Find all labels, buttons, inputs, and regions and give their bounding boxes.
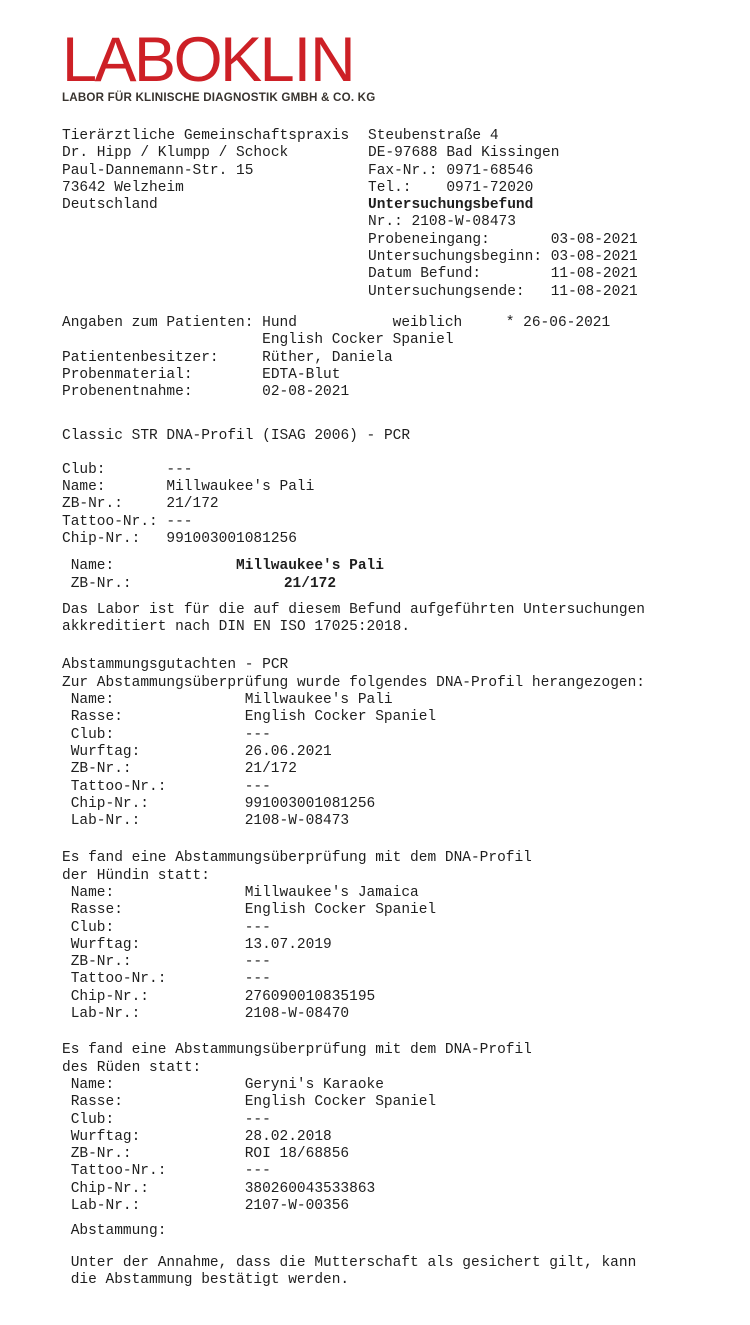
str-row <box>62 514 740 531</box>
report-number-row <box>368 214 638 231</box>
dam-intro-line: der Hündin statt: <box>62 867 210 884</box>
date-row <box>368 266 638 283</box>
str-row <box>62 479 740 496</box>
field-value: 13.07.2019 <box>244 936 332 953</box>
accreditation-line: akkreditiert nach DIN EN ISO 17025:2018. <box>62 619 411 636</box>
field-row <box>71 954 740 971</box>
recipient-line: Dr. Hipp / Klumpp / Schock <box>62 145 289 162</box>
fax-label: Fax-Nr.: <box>368 162 438 179</box>
field-value: 21/172 <box>244 761 297 778</box>
lab-address-line: Steubenstraße 4 <box>368 128 499 144</box>
patient-label: Angaben zum Patienten: <box>62 314 254 331</box>
recipient-line: Tierärztliche Gemeinschaftspraxis <box>62 128 350 144</box>
recipient-line: Paul-Dannemann-Str. 15 <box>62 162 254 179</box>
date-row <box>368 284 638 301</box>
highlight-zb-label: ZB-Nr.: <box>70 575 132 592</box>
field-row <box>71 813 740 830</box>
str-row-value: --- <box>166 461 193 478</box>
tel-row <box>368 180 638 197</box>
highlight-zb-row <box>71 576 740 593</box>
pedigree-conclusion <box>62 1255 740 1290</box>
header-address-block <box>62 128 740 301</box>
date-value: 11-08-2021 <box>550 283 638 300</box>
field-value: 2108-W-08473 <box>244 813 350 830</box>
sire-intro-line: des Rüden statt: <box>62 1059 202 1076</box>
field-label: Club: <box>70 1111 115 1128</box>
field-value: 26.06.2021 <box>244 743 332 760</box>
field-label: ZB-Nr.: <box>70 954 132 971</box>
field-label: Tattoo-Nr.: <box>70 971 167 988</box>
str-profile-rows <box>62 462 740 548</box>
patient-row-label: Probenentnahme: <box>62 384 193 401</box>
field-row <box>71 1163 740 1180</box>
logo-wordmark-bold: LABOK <box>62 25 260 95</box>
str-row-value: 21/172 <box>166 496 219 513</box>
lab-address-line: DE-97688 Bad Kissingen <box>368 145 560 162</box>
recipient-address <box>62 128 368 301</box>
field-row <box>71 1112 740 1129</box>
field-row <box>71 744 740 761</box>
patient-row-label: Patientenbesitzer: <box>62 349 219 366</box>
logo-wordmark-light: LIN <box>259 25 355 95</box>
recipient-line: 73642 Welzheim <box>62 179 184 196</box>
str-profile-title: Classic STR DNA-Profil (ISAG 2006) - PCR <box>62 428 411 445</box>
str-row-label: Club: <box>62 461 106 478</box>
conclusion-line: Unter der Annahme, dass die Mutterschaft als gesichert gilt, kann <box>70 1254 637 1271</box>
field-label: ZB-Nr.: <box>70 761 132 778</box>
laboklin-logo <box>62 25 740 104</box>
highlight-name-label: Name: <box>70 558 115 575</box>
dam-intro-line: Es fand eine Abstammungsüberprüfung mit dem DNA-Profil <box>62 850 532 867</box>
patient-breed-row <box>62 332 740 349</box>
date-row <box>368 249 638 266</box>
str-row-label: Name: <box>62 479 106 496</box>
field-label: Rasse: <box>70 709 123 726</box>
field-label: Club: <box>70 919 115 936</box>
lab-contact-block <box>368 128 638 301</box>
field-value: 2107-W-00356 <box>244 1198 350 1215</box>
pedigree-title: Abstammungsgutachten - PCR <box>62 657 289 674</box>
date-value: 03-08-2021 <box>550 231 638 248</box>
patient-row-value: EDTA-Blut <box>262 366 341 383</box>
field-value: --- <box>244 971 271 988</box>
str-row-value: Millwaukee's Pali <box>166 479 315 496</box>
field-label: Tattoo-Nr.: <box>70 1163 167 1180</box>
date-row <box>368 232 638 249</box>
field-row <box>71 796 740 813</box>
field-label: Name: <box>70 884 115 901</box>
patient-row <box>62 384 740 401</box>
field-value: --- <box>244 919 271 936</box>
field-label: Name: <box>70 1076 115 1093</box>
field-row <box>71 709 740 726</box>
dam-rows <box>62 885 740 1023</box>
patient-row <box>62 367 740 384</box>
pedigree-subject-rows <box>62 692 740 830</box>
field-value: English Cocker Spaniel <box>244 1094 437 1111</box>
field-label: Chip-Nr.: <box>70 988 150 1005</box>
field-row <box>71 779 740 796</box>
str-row <box>62 531 740 548</box>
field-value: English Cocker Spaniel <box>244 709 437 726</box>
field-label: Club: <box>70 726 115 743</box>
str-row-value: --- <box>166 513 193 530</box>
pedigree-result-label: Abstammung: <box>70 1223 167 1240</box>
field-value: --- <box>244 1111 271 1128</box>
patient-row-value: Rüther, Daniela <box>262 349 393 366</box>
fax-row <box>368 163 638 180</box>
logo-tagline: LABOR FÜR KLINISCHE DIAGNOSTIK GMBH & CO. KG <box>62 91 376 104</box>
accreditation-line: Das Labor ist für die auf diesem Befund aufgeführten Untersuchungen <box>62 601 645 618</box>
tel-label: Tel.: <box>368 179 412 196</box>
field-label: ZB-Nr.: <box>70 1146 132 1163</box>
field-value: 28.02.2018 <box>244 1128 332 1145</box>
patient-info-block <box>62 315 740 401</box>
date-value: 03-08-2021 <box>550 249 638 266</box>
field-row <box>71 1198 740 1215</box>
patient-row-label: Probenmaterial: <box>62 366 193 383</box>
field-value: Geryni's Karaoke <box>244 1076 384 1093</box>
date-label: Probeneingang: <box>368 231 490 248</box>
field-value: --- <box>244 726 271 743</box>
field-label: Rasse: <box>70 1094 123 1111</box>
field-value: 2108-W-08470 <box>244 1006 350 1023</box>
field-value: English Cocker Spaniel <box>244 902 437 919</box>
report-number-label: Nr.: <box>368 214 403 231</box>
field-label: Wurftag: <box>70 1128 141 1145</box>
str-row-label: Chip-Nr.: <box>62 530 141 547</box>
date-value: 11-08-2021 <box>550 266 638 283</box>
field-value: ROI 18/68856 <box>244 1146 350 1163</box>
date-label: Untersuchungsbeginn: <box>368 249 543 266</box>
tel-number: 0971-72020 <box>446 179 534 196</box>
date-label: Untersuchungsende: <box>368 283 525 300</box>
field-row <box>71 1006 740 1023</box>
patient-summary-row <box>62 315 740 332</box>
highlight-name-row <box>71 558 740 575</box>
field-row <box>71 902 740 919</box>
field-row <box>71 1181 740 1198</box>
field-value: 991003001081256 <box>244 795 376 812</box>
highlight-block <box>62 558 740 593</box>
field-value: Millwaukee's Pali <box>244 692 393 709</box>
accreditation-note <box>62 602 740 637</box>
dam-block <box>62 850 740 1023</box>
field-label: Chip-Nr.: <box>70 1180 150 1197</box>
field-value: --- <box>244 954 271 971</box>
breed-spacer <box>62 332 262 349</box>
recipient-line: Deutschland <box>62 197 158 214</box>
str-row <box>62 462 740 479</box>
highlight-name-value: Millwaukee's Pali <box>236 558 384 575</box>
field-label: Lab-Nr.: <box>70 813 141 830</box>
field-row <box>71 727 740 744</box>
pedigree-intro: Zur Abstammungsüberprüfung wurde folgendes DNA-Profil herangezogen: <box>62 674 645 691</box>
field-label: Lab-Nr.: <box>70 1198 141 1215</box>
str-row-label: Tattoo-Nr.: <box>62 513 158 530</box>
field-row <box>71 920 740 937</box>
sire-intro-line: Es fand eine Abstammungsüberprüfung mit dem DNA-Profil <box>62 1042 532 1059</box>
field-value: 276090010835195 <box>244 988 376 1005</box>
field-row <box>71 1146 740 1163</box>
date-label: Datum Befund: <box>368 266 482 283</box>
field-label: Tattoo-Nr.: <box>70 778 167 795</box>
field-row <box>71 971 740 988</box>
field-value: 380260043533863 <box>244 1180 376 1197</box>
field-row <box>71 1094 740 1111</box>
field-row <box>71 885 740 902</box>
patient-birthdate: * 26-06-2021 <box>505 314 611 331</box>
conclusion-line: die Abstammung bestätigt werden. <box>70 1271 350 1288</box>
field-label: Lab-Nr.: <box>70 1006 141 1023</box>
str-row-value: 991003001081256 <box>166 530 297 547</box>
str-row <box>62 496 740 513</box>
field-row <box>71 989 740 1006</box>
field-value: Millwaukee's Jamaica <box>244 884 419 901</box>
sire-rows <box>62 1077 740 1215</box>
field-label: Wurftag: <box>70 743 141 760</box>
field-row <box>71 1129 740 1146</box>
field-row <box>71 937 740 954</box>
field-label: Rasse: <box>70 902 123 919</box>
field-value: --- <box>244 778 271 795</box>
field-row <box>71 1077 740 1094</box>
patient-breed: English Cocker Spaniel <box>262 332 454 349</box>
logo-wordmark <box>62 25 740 95</box>
report-title: Untersuchungsbefund <box>368 197 534 214</box>
highlight-zb-value: 21/172 <box>283 575 337 592</box>
fax-number: 0971-68546 <box>446 162 534 179</box>
str-row-label: ZB-Nr.: <box>62 496 123 513</box>
report-number: 2108-W-08473 <box>411 214 516 231</box>
patient-sex: weiblich <box>392 314 463 331</box>
field-label: Chip-Nr.: <box>70 795 150 812</box>
patient-species: Hund <box>262 314 297 331</box>
patient-row <box>62 350 740 367</box>
patient-row-value: 02-08-2021 <box>262 384 350 401</box>
field-row <box>71 692 740 709</box>
sire-block <box>62 1042 740 1215</box>
field-row <box>71 761 740 778</box>
field-label: Name: <box>70 692 115 709</box>
field-value: --- <box>244 1163 271 1180</box>
field-label: Wurftag: <box>70 936 141 953</box>
